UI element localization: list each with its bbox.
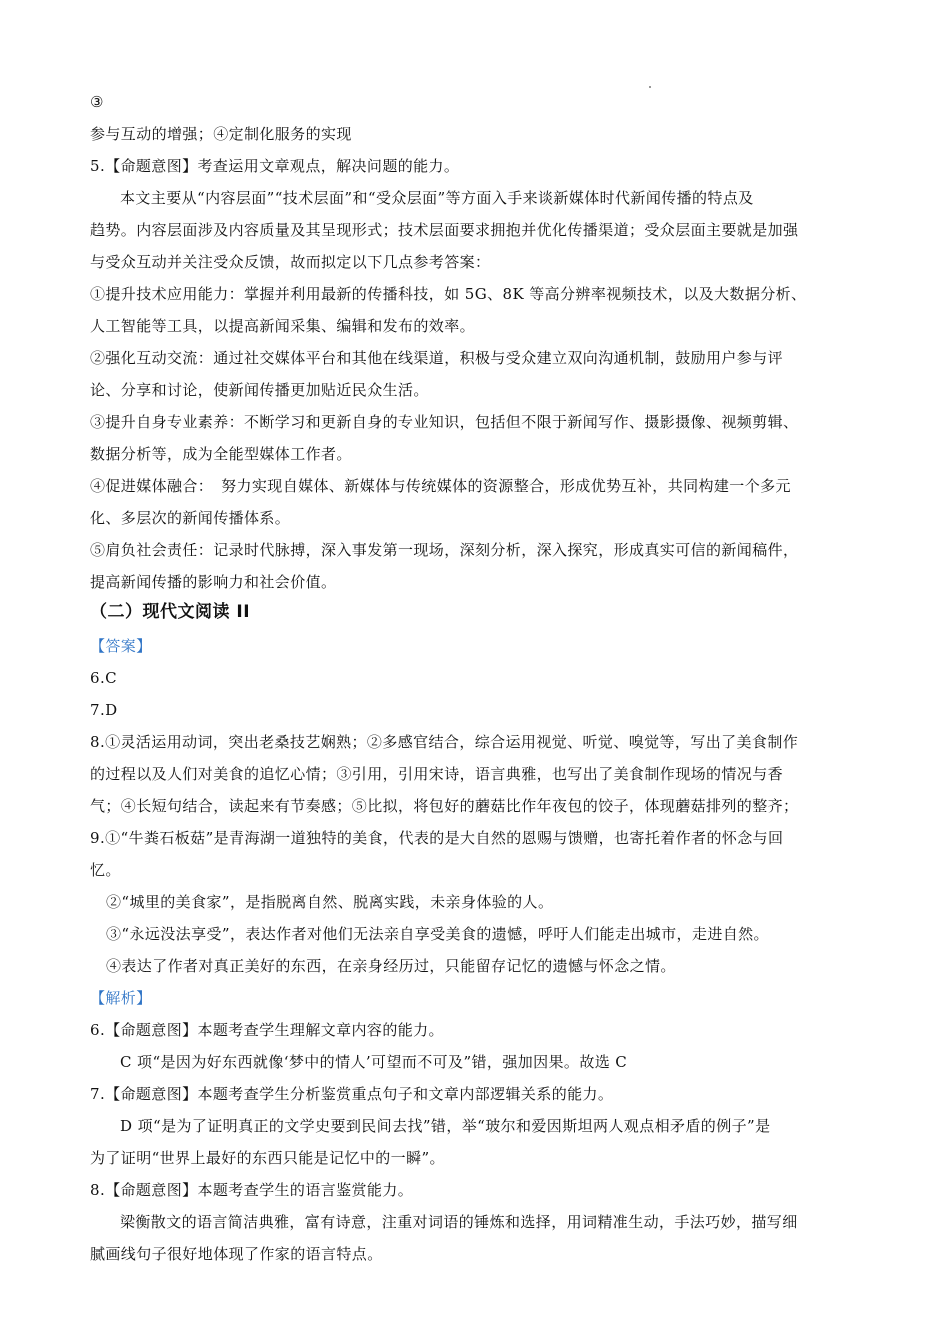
answer-tag: 【答案】 (90, 637, 152, 655)
text-line: 8.①灵活运用动词，突出老桑技艺娴熟；②多感官结合，综合运用视觉、听觉、嗅觉等，写出了美食制作 (90, 733, 799, 751)
text-line: ④表达了作者对真正美好的东西，在亲身经历过，只能留存记忆的遗憾与怀念之情。 (106, 957, 676, 975)
text-line: 6.C (90, 669, 117, 687)
section-heading: （二）现代文阅读 II (90, 602, 251, 622)
text-line: 8.【命题意图】本题考查学生的语言鉴赏能力。 (90, 1181, 414, 1199)
text-line: 参与互动的增强；④定制化服务的实现 (90, 125, 352, 143)
text-line: 5.【命题意图】考查运用文章观点，解决问题的能力。 (90, 157, 460, 175)
text-line: 人工智能等工具，以提高新闻采集、编辑和发布的效率。 (90, 317, 476, 335)
text-line: 与受众互动并关注受众反馈，故而拟定以下几点参考答案： (90, 253, 491, 271)
text-line: ⑤肩负社会责任：记录时代脉搏，深入事发第一现场，深刻分析，深入探究，形成真实可信的新闻稿件， (90, 541, 799, 559)
text-line: ①提升技术应用能力：掌握并利用最新的传播科技，如 5G、8K 等高分辨率视频技术，以及大数据分析、 (90, 285, 807, 303)
text-line: 论、分享和讨论，使新闻传播更加贴近民众生活。 (90, 381, 429, 399)
text-line: ③ (90, 93, 104, 111)
text-line: ③提升自身专业素养：不断学习和更新自身的专业知识，包括但不限于新闻写作、摄影摄像、视频剪辑、 (90, 413, 799, 431)
text-line: 数据分析等，成为全能型媒体工作者。 (90, 445, 352, 463)
text-line: ②“城里的美食家”，是指脱离自然、脱离实践，未亲身体验的人。 (106, 893, 554, 911)
text-line: 7.【命题意图】本题考查学生分析鉴赏重点句子和文章内部逻辑关系的能力。 (90, 1085, 614, 1103)
text-line: 梁衡散文的语言简洁典雅，富有诗意，注重对词语的锤炼和选择，用词精准生动，手法巧妙，描写细 (120, 1213, 798, 1231)
text-line: 6.【命题意图】本题考查学生理解文章内容的能力。 (90, 1021, 444, 1039)
analysis-tag: 【解析】 (90, 989, 152, 1007)
text-line: 9.①“牛粪石板菇”是青海湖一道独特的美食，代表的是大自然的恩赐与馈赠，也寄托着作者的怀念与回 (90, 829, 784, 847)
text-line: C 项“是因为好东西就像‘梦中的情人’可望而不可及”错，强加因果。故选 C (120, 1053, 628, 1071)
text-line: 7.D (90, 701, 118, 719)
text-line: 本文主要从“内容层面”“技术层面”和“受众层面”等方面入手来谈新媒体时代新闻传播的特点及 (120, 189, 754, 207)
text-line: 的过程以及人们对美食的追忆心情；③引用，引用宋诗，语言典雅，也写出了美食制作现场的情况与香 (90, 765, 784, 783)
text-line: ④促进媒体融合： 努力实现自媒体、新媒体与传统媒体的资源整合，形成优势互补，共同构建一个多元 (90, 477, 791, 495)
text-line: D 项“是为了证明真正的文学史要到民间去找”错，举“玻尔和爱因斯坦两人观点相矛盾的例子”是 (120, 1117, 771, 1135)
text-line: 气；④长短句结合，读起来有节奏感；⑤比拟，将包好的蘑菇比作年夜包的饺子，体现蘑菇排列的整齐； (90, 797, 799, 815)
text-line: ②强化互动交流：通过社交媒体平台和其他在线渠道，积极与受众建立双向沟通机制，鼓励用户参与评 (90, 349, 784, 367)
text-line: 为了证明“世界上最好的东西只能是记忆中的一瞬”。 (90, 1149, 445, 1167)
text-line: 腻画线句子很好地体现了作家的语言特点。 (90, 1245, 383, 1263)
text-line: 化、多层次的新闻传播体系。 (90, 509, 291, 527)
stray-dot (649, 86, 651, 88)
text-line: 提高新闻传播的影响力和社会价值。 (90, 573, 337, 591)
text-line: ③“永远没法享受”，表达作者对他们无法亲自享受美食的遗憾，呼吁人们能走出城市，走进自然。 (106, 925, 769, 943)
text-line: 趋势。内容层面涉及内容质量及其呈现形式；技术层面要求拥抱并优化传播渠道；受众层面主要就是加强 (90, 221, 799, 239)
text-line: 忆。 (90, 861, 121, 879)
